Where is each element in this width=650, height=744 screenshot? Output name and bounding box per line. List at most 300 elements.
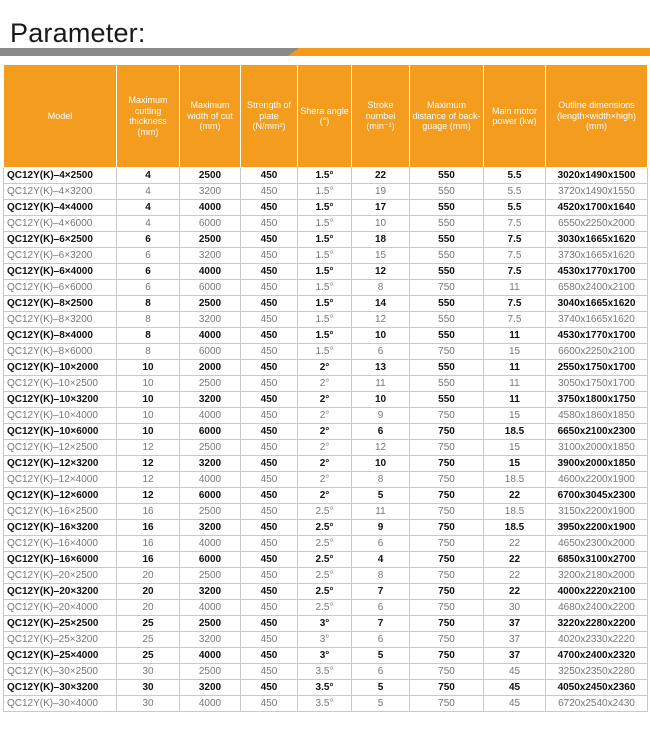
cell-stroke-number: 7 — [352, 584, 410, 600]
cell-cutting-thickness: 12 — [117, 472, 180, 488]
cell-plate-strength: 450 — [241, 216, 298, 232]
cell-model: QC12Y(K)–10×6000 — [4, 424, 117, 440]
cell-back-gauge-distance: 550 — [410, 392, 484, 408]
cell-stroke-number: 12 — [352, 264, 410, 280]
cell-plate-strength: 450 — [241, 536, 298, 552]
cell-cutting-thickness: 25 — [117, 616, 180, 632]
cell-cutting-thickness: 16 — [117, 504, 180, 520]
table-row — [4, 456, 648, 472]
cell-cutting-thickness: 8 — [117, 328, 180, 344]
cell-model: QC12Y(K)–10×2000 — [4, 360, 117, 376]
cell-back-gauge-distance: 550 — [410, 184, 484, 200]
cell-outline-dimensions: 3220x2280x2200 — [546, 616, 648, 632]
cell-cutting-thickness: 8 — [117, 296, 180, 312]
cell-motor-power: 18.5 — [484, 472, 546, 488]
cell-outline-dimensions: 3900x2000x1850 — [546, 456, 648, 472]
cell-model: QC12Y(K)–16×2500 — [4, 504, 117, 520]
table-body — [4, 168, 648, 712]
cell-outline-dimensions: 3730x1665x1620 — [546, 248, 648, 264]
cell-motor-power: 45 — [484, 664, 546, 680]
cell-outline-dimensions: 4020x2330x2220 — [546, 632, 648, 648]
cell-shear-angle: 3.5° — [298, 664, 352, 680]
cell-plate-strength: 450 — [241, 232, 298, 248]
cell-stroke-number: 9 — [352, 408, 410, 424]
cell-plate-strength: 450 — [241, 200, 298, 216]
table-row — [4, 632, 648, 648]
cell-outline-dimensions: 6720x2540x2430 — [546, 696, 648, 712]
cell-motor-power: 22 — [484, 488, 546, 504]
cell-outline-dimensions: 3720x1490x1550 — [546, 184, 648, 200]
cell-plate-strength: 450 — [241, 440, 298, 456]
cell-shear-angle: 2° — [298, 360, 352, 376]
cell-plate-strength: 450 — [241, 504, 298, 520]
cell-outline-dimensions: 3050x1750x1700 — [546, 376, 648, 392]
cell-plate-strength: 450 — [241, 648, 298, 664]
cell-model: QC12Y(K)–16×4000 — [4, 536, 117, 552]
table-row — [4, 360, 648, 376]
cell-width-of-cut: 4000 — [180, 696, 241, 712]
cell-width-of-cut: 4000 — [180, 328, 241, 344]
cell-motor-power: 11 — [484, 328, 546, 344]
table-row — [4, 328, 648, 344]
cell-plate-strength: 450 — [241, 456, 298, 472]
cell-width-of-cut: 2500 — [180, 616, 241, 632]
table-row — [4, 248, 648, 264]
cell-motor-power: 37 — [484, 632, 546, 648]
cell-outline-dimensions: 3740x1665x1620 — [546, 312, 648, 328]
cell-outline-dimensions: 4530x1770x1700 — [546, 264, 648, 280]
cell-back-gauge-distance: 550 — [410, 264, 484, 280]
cell-back-gauge-distance: 750 — [410, 488, 484, 504]
table-row — [4, 600, 648, 616]
cell-plate-strength: 450 — [241, 264, 298, 280]
cell-shear-angle: 2° — [298, 456, 352, 472]
cell-back-gauge-distance: 550 — [410, 232, 484, 248]
cell-motor-power: 30 — [484, 600, 546, 616]
cell-back-gauge-distance: 750 — [410, 504, 484, 520]
cell-model: QC12Y(K)–8×2500 — [4, 296, 117, 312]
cell-shear-angle: 1.5° — [298, 280, 352, 296]
cell-motor-power: 18.5 — [484, 504, 546, 520]
cell-cutting-thickness: 10 — [117, 376, 180, 392]
cell-back-gauge-distance: 750 — [410, 520, 484, 536]
cell-motor-power: 11 — [484, 280, 546, 296]
cell-back-gauge-distance: 550 — [410, 376, 484, 392]
cell-width-of-cut: 6000 — [180, 552, 241, 568]
cell-model: QC12Y(K)–12×4000 — [4, 472, 117, 488]
cell-stroke-number: 6 — [352, 424, 410, 440]
cell-stroke-number: 15 — [352, 248, 410, 264]
cell-stroke-number: 5 — [352, 648, 410, 664]
cell-cutting-thickness: 30 — [117, 664, 180, 680]
cell-back-gauge-distance: 750 — [410, 440, 484, 456]
cell-plate-strength: 450 — [241, 376, 298, 392]
cell-plate-strength: 450 — [241, 632, 298, 648]
cell-shear-angle: 2.5° — [298, 520, 352, 536]
cell-motor-power: 37 — [484, 616, 546, 632]
cell-stroke-number: 8 — [352, 568, 410, 584]
cell-back-gauge-distance: 550 — [410, 328, 484, 344]
page-title: Parameter: — [10, 18, 146, 48]
cell-width-of-cut: 4000 — [180, 536, 241, 552]
cell-cutting-thickness: 10 — [117, 408, 180, 424]
cell-back-gauge-distance: 550 — [410, 248, 484, 264]
cell-back-gauge-distance: 750 — [410, 696, 484, 712]
cell-outline-dimensions: 4000x2220x2100 — [546, 584, 648, 600]
cell-stroke-number: 14 — [352, 296, 410, 312]
cell-plate-strength: 450 — [241, 280, 298, 296]
cell-shear-angle: 1.5° — [298, 248, 352, 264]
cell-stroke-number: 12 — [352, 312, 410, 328]
cell-plate-strength: 450 — [241, 360, 298, 376]
cell-model: QC12Y(K)–4×3200 — [4, 184, 117, 200]
cell-motor-power: 15 — [484, 344, 546, 360]
cell-motor-power: 22 — [484, 552, 546, 568]
cell-back-gauge-distance: 750 — [410, 408, 484, 424]
cell-width-of-cut: 2500 — [180, 664, 241, 680]
cell-outline-dimensions: 2550x1750x1700 — [546, 360, 648, 376]
cell-motor-power: 11 — [484, 360, 546, 376]
cell-plate-strength: 450 — [241, 344, 298, 360]
cell-stroke-number: 8 — [352, 280, 410, 296]
cell-cutting-thickness: 4 — [117, 216, 180, 232]
table-row — [4, 232, 648, 248]
table-row — [4, 568, 648, 584]
cell-cutting-thickness: 25 — [117, 632, 180, 648]
cell-model: QC12Y(K)–6×2500 — [4, 232, 117, 248]
cell-motor-power: 22 — [484, 536, 546, 552]
cell-stroke-number: 6 — [352, 600, 410, 616]
cell-outline-dimensions: 6850x3100x2700 — [546, 552, 648, 568]
cell-motor-power: 45 — [484, 680, 546, 696]
table-row — [4, 648, 648, 664]
cell-plate-strength: 450 — [241, 616, 298, 632]
cell-plate-strength: 450 — [241, 296, 298, 312]
cell-shear-angle: 1.5° — [298, 200, 352, 216]
table-row — [4, 440, 648, 456]
cell-shear-angle: 3° — [298, 632, 352, 648]
cell-shear-angle: 3.5° — [298, 696, 352, 712]
cell-cutting-thickness: 4 — [117, 200, 180, 216]
cell-model: QC12Y(K)–6×4000 — [4, 264, 117, 280]
cell-outline-dimensions: 3040x1665x1620 — [546, 296, 648, 312]
cell-cutting-thickness: 10 — [117, 360, 180, 376]
cell-back-gauge-distance: 550 — [410, 312, 484, 328]
cell-shear-angle: 1.5° — [298, 328, 352, 344]
cell-back-gauge-distance: 550 — [410, 216, 484, 232]
cell-cutting-thickness: 6 — [117, 232, 180, 248]
table-row — [4, 696, 648, 712]
cell-back-gauge-distance: 750 — [410, 536, 484, 552]
cell-back-gauge-distance: 750 — [410, 600, 484, 616]
cell-model: QC12Y(K)–30×4000 — [4, 696, 117, 712]
cell-shear-angle: 3° — [298, 616, 352, 632]
table-row — [4, 216, 648, 232]
cell-motor-power: 7.5 — [484, 232, 546, 248]
cell-shear-angle: 1.5° — [298, 184, 352, 200]
cell-width-of-cut: 2500 — [180, 168, 241, 184]
table-row — [4, 280, 648, 296]
cell-shear-angle: 1.5° — [298, 216, 352, 232]
cell-motor-power: 7.5 — [484, 248, 546, 264]
cell-motor-power: 7.5 — [484, 296, 546, 312]
cell-motor-power: 5.5 — [484, 184, 546, 200]
cell-cutting-thickness: 30 — [117, 680, 180, 696]
cell-plate-strength: 450 — [241, 664, 298, 680]
cell-shear-angle: 2° — [298, 472, 352, 488]
table-row — [4, 200, 648, 216]
cell-stroke-number: 11 — [352, 504, 410, 520]
cell-plate-strength: 450 — [241, 424, 298, 440]
cell-plate-strength: 450 — [241, 696, 298, 712]
header-shear-angle: Shera angle (°) — [298, 65, 352, 168]
cell-motor-power: 18.5 — [484, 424, 546, 440]
header-outline-dimensions: Outline dimensions (length×width×high) (mm) — [546, 65, 648, 168]
cell-motor-power: 15 — [484, 440, 546, 456]
header-width-of-cut: Maximum width of cut (mm) — [180, 65, 241, 168]
cell-back-gauge-distance: 750 — [410, 680, 484, 696]
cell-width-of-cut: 2500 — [180, 296, 241, 312]
cell-outline-dimensions: 6580x2400x2100 — [546, 280, 648, 296]
cell-back-gauge-distance: 550 — [410, 296, 484, 312]
cell-model: QC12Y(K)–16×3200 — [4, 520, 117, 536]
cell-width-of-cut: 6000 — [180, 216, 241, 232]
cell-outline-dimensions: 3950x2200x1900 — [546, 520, 648, 536]
cell-back-gauge-distance: 550 — [410, 200, 484, 216]
cell-model: QC12Y(K)–30×3200 — [4, 680, 117, 696]
cell-stroke-number: 5 — [352, 696, 410, 712]
cell-shear-angle: 2° — [298, 488, 352, 504]
cell-motor-power: 5.5 — [484, 168, 546, 184]
cell-stroke-number: 13 — [352, 360, 410, 376]
header-motor-power: Main motor power (kw) — [484, 65, 546, 168]
cell-width-of-cut: 6000 — [180, 424, 241, 440]
cell-cutting-thickness: 30 — [117, 696, 180, 712]
cell-motor-power: 45 — [484, 696, 546, 712]
cell-shear-angle: 3.5° — [298, 680, 352, 696]
cell-model: QC12Y(K)–10×3200 — [4, 392, 117, 408]
cell-shear-angle: 1.5° — [298, 232, 352, 248]
cell-width-of-cut: 2000 — [180, 360, 241, 376]
title-underline-gray — [0, 48, 300, 56]
cell-motor-power: 11 — [484, 376, 546, 392]
cell-motor-power: 22 — [484, 568, 546, 584]
cell-outline-dimensions: 6550x2250x2000 — [546, 216, 648, 232]
header-cutting-thickness: Maximum cutting thickness (mm) — [117, 65, 180, 168]
cell-plate-strength: 450 — [241, 392, 298, 408]
cell-stroke-number: 22 — [352, 168, 410, 184]
cell-motor-power: 22 — [484, 584, 546, 600]
cell-stroke-number: 7 — [352, 616, 410, 632]
cell-outline-dimensions: 4700x2400x2320 — [546, 648, 648, 664]
cell-outline-dimensions: 6700x3045x2300 — [546, 488, 648, 504]
table-row — [4, 536, 648, 552]
cell-cutting-thickness: 12 — [117, 488, 180, 504]
cell-plate-strength: 450 — [241, 680, 298, 696]
cell-width-of-cut: 4000 — [180, 200, 241, 216]
cell-shear-angle: 2.5° — [298, 584, 352, 600]
cell-width-of-cut: 3200 — [180, 184, 241, 200]
cell-back-gauge-distance: 750 — [410, 456, 484, 472]
cell-back-gauge-distance: 750 — [410, 552, 484, 568]
cell-back-gauge-distance: 750 — [410, 280, 484, 296]
cell-model: QC12Y(K)–25×2500 — [4, 616, 117, 632]
cell-model: QC12Y(K)–4×4000 — [4, 200, 117, 216]
cell-outline-dimensions: 3030x1665x1620 — [546, 232, 648, 248]
cell-width-of-cut: 2500 — [180, 232, 241, 248]
cell-plate-strength: 450 — [241, 552, 298, 568]
cell-stroke-number: 6 — [352, 632, 410, 648]
cell-shear-angle: 2.5° — [298, 568, 352, 584]
cell-model: QC12Y(K)–6×3200 — [4, 248, 117, 264]
cell-model: QC12Y(K)–30×2500 — [4, 664, 117, 680]
table-row — [4, 616, 648, 632]
cell-stroke-number: 10 — [352, 216, 410, 232]
cell-stroke-number: 17 — [352, 200, 410, 216]
cell-width-of-cut: 2500 — [180, 440, 241, 456]
cell-width-of-cut: 4000 — [180, 600, 241, 616]
cell-plate-strength: 450 — [241, 472, 298, 488]
cell-cutting-thickness: 10 — [117, 392, 180, 408]
cell-shear-angle: 2.5° — [298, 552, 352, 568]
cell-width-of-cut: 3200 — [180, 312, 241, 328]
cell-stroke-number: 12 — [352, 440, 410, 456]
cell-outline-dimensions: 3200x2180x2000 — [546, 568, 648, 584]
cell-model: QC12Y(K)–12×2500 — [4, 440, 117, 456]
cell-shear-angle: 2° — [298, 440, 352, 456]
cell-model: QC12Y(K)–10×4000 — [4, 408, 117, 424]
cell-model: QC12Y(K)–8×6000 — [4, 344, 117, 360]
cell-plate-strength: 450 — [241, 248, 298, 264]
cell-width-of-cut: 2500 — [180, 504, 241, 520]
cell-width-of-cut: 3200 — [180, 456, 241, 472]
cell-outline-dimensions: 4680x2400x2200 — [546, 600, 648, 616]
cell-cutting-thickness: 8 — [117, 312, 180, 328]
cell-width-of-cut: 2500 — [180, 568, 241, 584]
title-underline-orange — [288, 48, 650, 56]
cell-shear-angle: 1.5° — [298, 344, 352, 360]
cell-model: QC12Y(K)–20×2500 — [4, 568, 117, 584]
table-row — [4, 552, 648, 568]
cell-shear-angle: 1.5° — [298, 296, 352, 312]
table-row — [4, 584, 648, 600]
cell-shear-angle: 2° — [298, 424, 352, 440]
cell-outline-dimensions: 4650x2300x2000 — [546, 536, 648, 552]
cell-width-of-cut: 3200 — [180, 632, 241, 648]
cell-back-gauge-distance: 750 — [410, 344, 484, 360]
table-row — [4, 376, 648, 392]
cell-cutting-thickness: 16 — [117, 520, 180, 536]
cell-outline-dimensions: 4520x1700x1640 — [546, 200, 648, 216]
table-row — [4, 488, 648, 504]
cell-plate-strength: 450 — [241, 584, 298, 600]
cell-model: QC12Y(K)–8×3200 — [4, 312, 117, 328]
cell-stroke-number: 4 — [352, 552, 410, 568]
cell-cutting-thickness: 8 — [117, 344, 180, 360]
cell-back-gauge-distance: 750 — [410, 648, 484, 664]
cell-shear-angle: 3° — [298, 648, 352, 664]
cell-motor-power: 5.5 — [484, 200, 546, 216]
cell-outline-dimensions: 4050x2450x2360 — [546, 680, 648, 696]
cell-outline-dimensions: 4600x2200x1900 — [546, 472, 648, 488]
cell-model: QC12Y(K)–4×6000 — [4, 216, 117, 232]
table-row — [4, 504, 648, 520]
header-stroke-number: Stroke numbei (min⁻¹) — [352, 65, 410, 168]
cell-cutting-thickness: 4 — [117, 184, 180, 200]
cell-plate-strength: 450 — [241, 600, 298, 616]
cell-width-of-cut: 3200 — [180, 392, 241, 408]
cell-plate-strength: 450 — [241, 328, 298, 344]
cell-cutting-thickness: 6 — [117, 248, 180, 264]
cell-width-of-cut: 3200 — [180, 520, 241, 536]
cell-plate-strength: 450 — [241, 184, 298, 200]
cell-shear-angle: 2° — [298, 376, 352, 392]
cell-model: QC12Y(K)–8×4000 — [4, 328, 117, 344]
cell-motor-power: 7.5 — [484, 312, 546, 328]
cell-shear-angle: 2° — [298, 392, 352, 408]
header-model: Model — [4, 65, 117, 168]
cell-model: QC12Y(K)–4×2500 — [4, 168, 117, 184]
cell-back-gauge-distance: 750 — [410, 424, 484, 440]
table-row — [4, 264, 648, 280]
cell-back-gauge-distance: 750 — [410, 568, 484, 584]
cell-motor-power: 11 — [484, 392, 546, 408]
table-row — [4, 344, 648, 360]
cell-width-of-cut: 6000 — [180, 344, 241, 360]
cell-back-gauge-distance: 550 — [410, 360, 484, 376]
cell-outline-dimensions: 3020x1490x1500 — [546, 168, 648, 184]
table-row — [4, 424, 648, 440]
table-row — [4, 184, 648, 200]
cell-back-gauge-distance: 550 — [410, 168, 484, 184]
table-row — [4, 520, 648, 536]
cell-stroke-number: 11 — [352, 376, 410, 392]
table-row — [4, 168, 648, 184]
table-row — [4, 392, 648, 408]
cell-back-gauge-distance: 750 — [410, 632, 484, 648]
cell-outline-dimensions: 6650x2100x2300 — [546, 424, 648, 440]
cell-outline-dimensions: 3100x2000x1850 — [546, 440, 648, 456]
cell-cutting-thickness: 20 — [117, 568, 180, 584]
cell-width-of-cut: 6000 — [180, 280, 241, 296]
cell-outline-dimensions: 4580x1860x1850 — [546, 408, 648, 424]
cell-width-of-cut: 3200 — [180, 248, 241, 264]
table-row — [4, 408, 648, 424]
cell-motor-power: 37 — [484, 648, 546, 664]
cell-shear-angle: 1.5° — [298, 168, 352, 184]
cell-cutting-thickness: 4 — [117, 168, 180, 184]
cell-outline-dimensions: 3250x2350x2280 — [546, 664, 648, 680]
cell-model: QC12Y(K)–20×3200 — [4, 584, 117, 600]
cell-shear-angle: 2.5° — [298, 504, 352, 520]
cell-back-gauge-distance: 750 — [410, 616, 484, 632]
cell-width-of-cut: 2500 — [180, 376, 241, 392]
cell-cutting-thickness: 16 — [117, 552, 180, 568]
cell-motor-power: 7.5 — [484, 216, 546, 232]
table-row — [4, 472, 648, 488]
cell-plate-strength: 450 — [241, 408, 298, 424]
cell-outline-dimensions: 3150x2200x1900 — [546, 504, 648, 520]
cell-outline-dimensions: 4530x1770x1700 — [546, 328, 648, 344]
cell-cutting-thickness: 12 — [117, 440, 180, 456]
table-row — [4, 664, 648, 680]
cell-shear-angle: 1.5° — [298, 312, 352, 328]
cell-cutting-thickness: 16 — [117, 536, 180, 552]
cell-width-of-cut: 3200 — [180, 680, 241, 696]
cell-cutting-thickness: 20 — [117, 600, 180, 616]
parameter-table — [3, 64, 648, 712]
cell-motor-power: 18.5 — [484, 520, 546, 536]
